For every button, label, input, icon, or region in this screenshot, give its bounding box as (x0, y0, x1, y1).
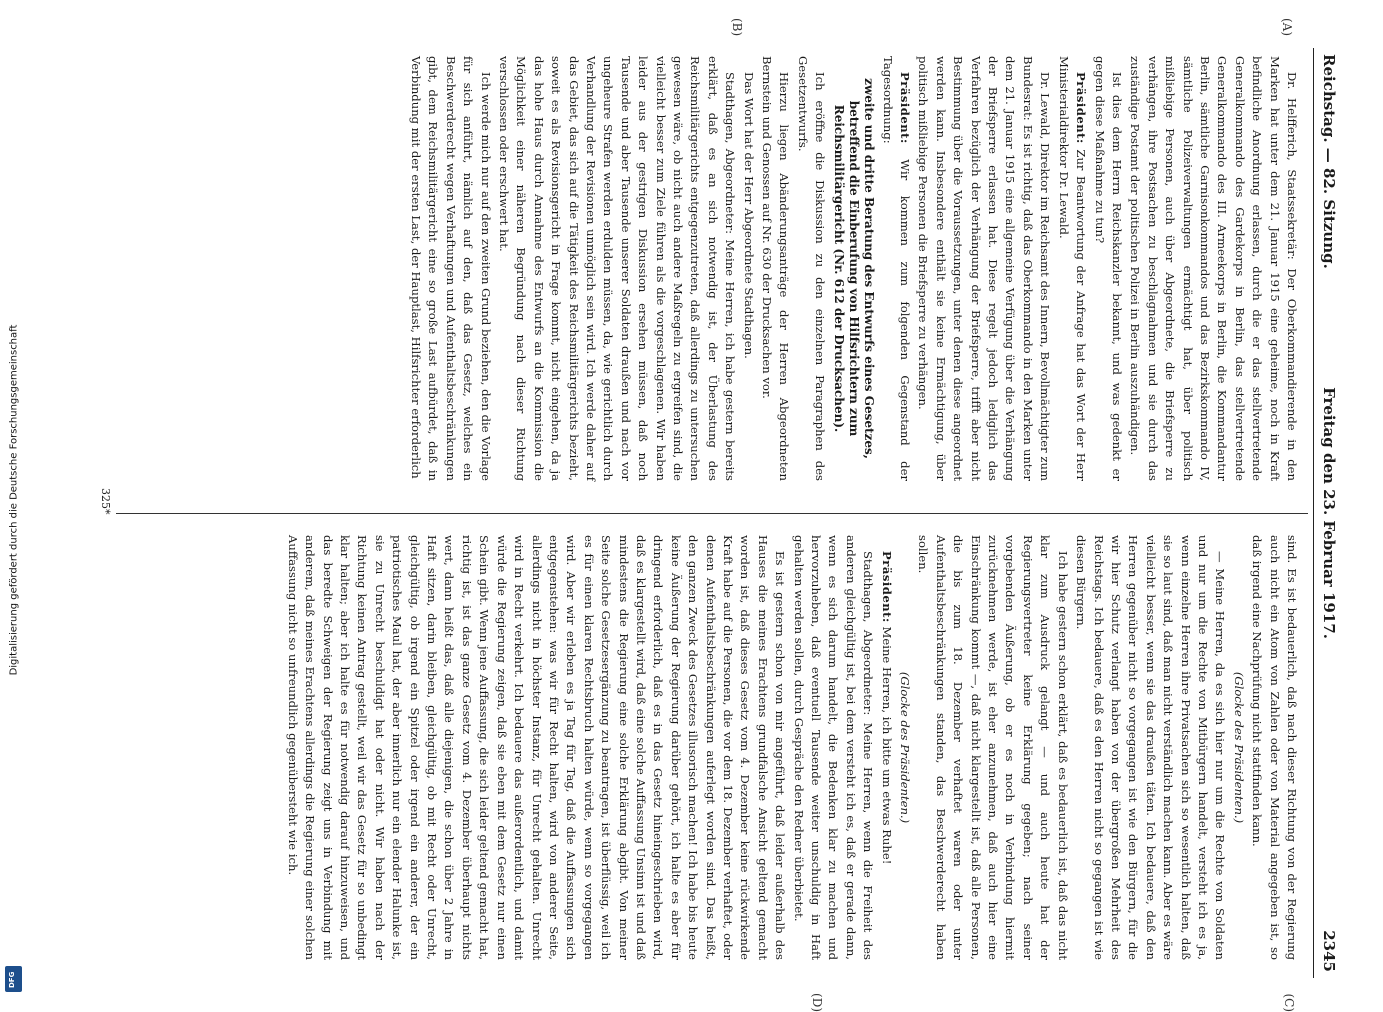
stage-direction: (Glocke des Präsidenten.) (898, 671, 913, 824)
header-session: Reichstag. — 82. Sitzung. (1320, 54, 1338, 269)
paragraph: Ist dies dem Herrn Reichskanzler bekannt, und was gedenkt er gegen diese Maßnahme zu tun? (1092, 56, 1124, 481)
speech-text: Meine Herren, ich bitte um etwas Ruhe! (879, 622, 894, 865)
paragraph (878, 56, 913, 481)
paragraph: Stadthagen, Abgeordneter: Meine Herren, wenn die Freiheit des anderen gleichgültig ist, bei dem versteht ich es, daß er gerade dann, wenn es sich darum handelt, die Bedenken klar zu machen und hervorzuheben, daß eventuell Tausende weiter unschuldig in Haft gehalten werden sollen, durch Gespräche den Redner überbietet. (791, 535, 876, 960)
paragraph: Ich habe gestern schon erklärt, daß es bedauerlich ist, daß das nicht klar zum Ausdruck gelangt — und auch heute hat der Regierungsvertreter keine Erklärung gegeben; nach seiner vorgebenden Äußerung, ob er es noch in Verbindung hiermit zurücknehmen werde, ist eher anzunehmen, daß auch hier eine Einschränkung kommt —, daß nicht klargestellt ist, daß alle Personen, die bis zum 18. Dezember verhaftet waren oder unter Aufenthaltsbeschränkungen standen, das Beschwerderecht haben sollen. (916, 535, 1070, 960)
paragraph: Stadthagen, Abgeordneter: Meine Herren, ich habe gestern bereits erklärt, daß es an sich notwendig ist, der Überlastung des Reichsmilitärgerichts entgegenzutreten, daß allerdings zu untersuchen gewesen wäre, ob nicht auch andere Maßregeln zu ergreifen sind, die vielleicht besser zum Ziele führen als die vorgeschlagenen. Wir haben leider aus der gestrigen Diskussion ersehen müssen, daß noch Tausende und aber Tausende unserer Soldaten draußen und nach vor ungeheure Strafen werden erdulden müssen, da, wie gerichtlich durch Verhandlung der Revisionen unmöglich sein wird. Ich werde daher auf das Gebiet, das sich auf die Tätigkeit des Reichsmilitärgerichts bezieht, soweit es als Revisionsgericht in Frage kommt, nicht eingehen, da ja das hohe Haus durch Annahme des Entwurfs an die Kommission die Möglichkeit einer näheren Begründung nach dieser Richtung verschlossen oder erschwert hat. (496, 56, 738, 481)
paragraph: Es ist gestern schon von mir angeführt, daß leider außerhalb des Hauses die meines Erachtens grundfalsche Ansicht geltend gemacht worden ist, daß dieses Gesetz vom 4. Dezember keine rückwirkende Kraft habe auf die Personen, die vor dem 18. Dezember verhaftet, oder denen Aufenthaltsbeschränkungen auferlegt worden sind. Das heißt, den ganzen Zweck des Gesetzes illusorisch machen! Ich habe bis heute keine Äußerung der Regierung darüber gehört, ich halte es aber für dringend erforderlich, daß es in das Gesetz hineingeschrieben wird, daß es klargestellt wird, daß eine solche Auffassung Unsinn ist und daß mindestens die Regierung eine solche Erklärung abgibt. Von meiner Seite solche Gesetzesergänzung zu beantragen, ist überflüssig, weil ich es für einen klaren Rechtsbruch halten würde, wenn so vorgegangen wird. Aber wir erleben es ja Tag für Tag, daß die Auffassungen sich entgegenstehen: was wir für Recht halten, wird von anderer Seite, allerdings nicht in höchster Instanz, für Unrecht gehalten. Unrecht wird in Recht verkehrt. Ich bedauere das außerordentlich, und damit würde die Regierung zeigen, daß sie eben mit dem Gesetz nur einen Schein gibt. Wenn jene Auffassung, die sich leider geltend gemacht hat, richtig ist, ist das ganze Gesetz vom 4. Dezember überhaupt nichts wert, dann heißt das, daß alle diejenigen, die schon über 2 Jahre in Haft sitzen, darin bleiben, gleichgültig, ob mit Recht oder Unrecht, gleichgültig, ob irgend ein Spitzel oder irgend ein anderer, der ein patriotisches Maul hat, der aber innerlich nur ein elender Halunke ist, sie zu Unrecht beschuldigt hat oder nicht. Wir haben nach der Richtung keinen Antrag gestellt, weil wir das Gesetz für so unbedingt klar halten; aber ich halte es für notwendig darauf hinzuweisen, und das beredte Schweigen der Regierung zeigt uns in Verbindung mit anderem, daß meines Erachtens allerdings die Regierung einer solchen Auffassung nicht so unfreundlich gegenübersteht wie ich. (285, 535, 788, 960)
paragraph: Dr. Lewald, Direktor im Reichsamt des Innern, Bevollmächtigter zum Bundesrat: Es ist richtig, daß das Oberkommando in den Marken unter dem 21. Januar 1915 eine allgemeine Verfügung über die Verhängung der Briefsperre erlassen hat. Diese regelt jedoch lediglich das Verfahren bezüglich der Verhängung der Briefsperre, trifft aber nicht Bestimmung über die Voraussetzungen, unter denen diese angeordnet werden kann. Insbesondere enthält sie keine Ermächtigung, über politisch mißliebige Personen die Briefsperre zu verhängen. (916, 56, 1053, 481)
page-number: 2345 (1320, 930, 1338, 972)
column-divider (116, 513, 1308, 514)
right-column (282, 535, 1300, 960)
speaker-name: Präsident: (879, 551, 894, 623)
dfg-logo-text: DFG (8, 971, 16, 988)
agenda-item: zweite und dritte Beratung des Entwurfs eines Gesetzes, betreffend die Einberufung von Hilfsrichtern zum Reichsmilitärgericht (Nr. 612 der Drucksachen). (832, 78, 877, 459)
paragraph: sind. Es ist bedauerlich, daß nach dieser Richtung von der Regierung auch nicht ein Atom von Zahlen oder von Material angegeben ist, so daß irgend eine Nachprüfung nicht stattfinden kann. (1250, 535, 1299, 960)
paragraph: Hierzu liegen Abänderungsanträge der Herren Abgeordneten Bernstein und Genossen auf Nr. 630 der Drucksachen vor. (760, 56, 792, 481)
signature-mark: 325* (99, 488, 112, 515)
paragraph: Ich eröffne die Diskussion zu den einzelnen Paragraphen des Gesetzentwurfs. (795, 56, 828, 481)
header-date: Freitag den 23. Februar 1917. (1320, 387, 1338, 639)
margin-mark-b: (B) (730, 18, 744, 37)
paragraph: Das Wort hat der Herr Abgeordnete Stadthagen. (741, 72, 756, 359)
paragraph (877, 535, 894, 960)
running-header (1313, 48, 1344, 978)
left-column (406, 56, 1301, 481)
paragraph: Dr. Helfferich, Staatssekretär: Der Oberkommandierende in den Marken hat unter dem 21. Januar 1915 eine geheime, noch in Kraft befindliche Anordnung erlassen, durch die er das stellvertretende Generalkommando des Gardekorps in Berlin, das stellvertretende Generalkommando des III. Armeekorps in Berlin, die Kommandantur Berlin, sämtliche Garnisonkommandos und das Bezirkskommando IV, sämtliche Polizeiverwaltungen ermächtigt hat, über politisch mißliebige Personen, auch über Abgeordnete, die Briefsperre zu verhängen, ihre Postsachen zu beschlagnahmen und sie durch das zuständige Postamt der politischen Polizei in Berlin auszuhändigen. (1128, 56, 1299, 481)
printed-page (90, 18, 1344, 1012)
speaker-name: Präsident: (1074, 72, 1089, 144)
speech-text: Zur Beantwortung der Anfrage hat das Wort der Herr Ministerialdirektor Dr. Lewald. (1056, 56, 1089, 481)
margin-mark-c: (C) (1282, 993, 1296, 1012)
dfg-logo-icon (5, 966, 22, 992)
paragraph (1054, 56, 1089, 481)
paragraph: Ich werde mich nur auf den zweiten Grund beziehen, den die Vorlage für sich anführt, nämlich auf den, daß das Gesetz, welches ein Beschwerderecht wegen Verhaftungen und Aufenthaltsbeschränkungen gibt, dem Reichsmilitärgericht eine so große Last aufbürdet, daß in Verbindung mit der ersten Last, der Hauptlast, Hilfsrichter erforderlich (408, 56, 493, 481)
margin-mark-d: (D) (810, 993, 824, 1012)
funding-credit: Digitalisierung gefördert durch die Deutsche Forschungsgemeinschaft (8, 324, 20, 676)
credit-strip (2, 0, 26, 1000)
speech-text: Wir kommen zum folgenden Gegenstand der Tagesordnung: (880, 56, 913, 481)
speaker-name: Präsident: (898, 72, 913, 144)
stage-direction: (Glocke des Präsidenten.) (1231, 671, 1246, 824)
margin-mark-a: (A) (1280, 18, 1294, 37)
paragraph: — Meine Herren, da es sich hier nur um die Rechte von Soldaten und nur um die Rechte von Mitbürgern handelt, versteht ich es ja, wenn einzelne Herren ihre Privatsachen sich so wesentlich halten, daß sie so laut sind, daß man nicht verständlich machen kann. Aber es wäre vielleicht besser, wenn sie das draußen täten. Ich bedauere, daß den Herren gegenüber nicht so vorgegangen ist wie den Bürgern, für die wir hier Schutz verlangt haben von der übergroßen Mehrheit des Reichstags. Ich bedauere, daß es den Herren nicht so gegangen ist wie diesen Bürgern. (1074, 535, 1228, 960)
